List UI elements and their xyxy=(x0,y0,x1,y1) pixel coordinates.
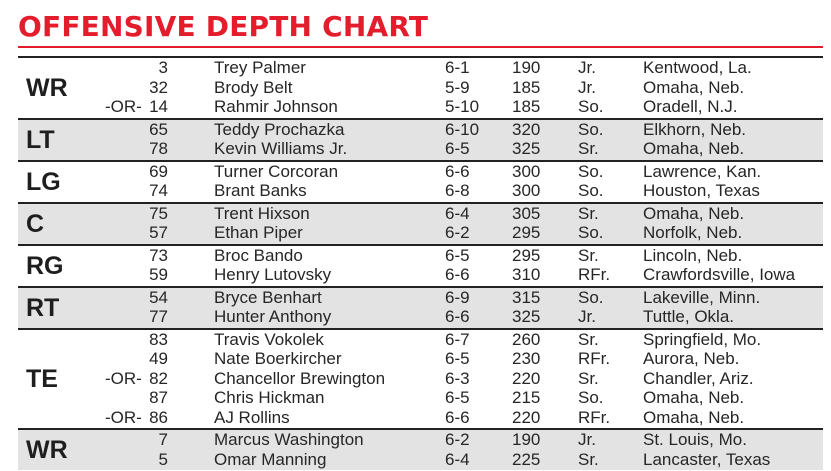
position-label: WR xyxy=(26,436,68,464)
player-name: Chancellor Brewington xyxy=(214,368,386,388)
player-height: 6-10 xyxy=(445,119,480,139)
player-height: 6-9 xyxy=(445,287,470,307)
position-group-lg xyxy=(18,160,823,202)
player-height: 5-9 xyxy=(445,77,470,97)
player-row xyxy=(18,204,823,224)
player-name: Trey Palmer xyxy=(214,58,306,77)
player-row xyxy=(18,307,823,327)
player-height: 6-6 xyxy=(445,161,470,181)
player-name: Nate Boerkircher xyxy=(214,349,342,368)
jersey-number: 59 xyxy=(149,265,168,284)
player-hometown: Lancaster, Texas xyxy=(643,449,771,469)
position-group-te xyxy=(18,328,823,429)
player-class: Jr. xyxy=(578,430,596,449)
player-name: Marcus Washington xyxy=(214,430,364,449)
player-hometown: Omaha, Neb. xyxy=(643,203,745,223)
player-name: Henry Lutovsky xyxy=(214,265,332,284)
player-hometown: Lakeville, Minn. xyxy=(643,287,761,307)
jersey-number: 77 xyxy=(149,307,168,326)
player-class: Sr. xyxy=(578,449,599,469)
player-row xyxy=(18,388,823,408)
jersey-number: 57 xyxy=(149,223,168,242)
player-class: So. xyxy=(578,97,604,116)
player-weight: 220 xyxy=(512,368,541,388)
player-height: 6-6 xyxy=(445,265,470,284)
player-hometown: Lawrence, Kan. xyxy=(643,161,762,181)
position-group-rt xyxy=(18,286,823,328)
player-class: So. xyxy=(578,161,604,181)
player-class: So. xyxy=(578,119,604,139)
player-name: Omar Manning xyxy=(214,449,327,469)
player-weight: 300 xyxy=(512,181,541,200)
player-class: Sr. xyxy=(578,203,599,223)
jersey-number: 82 xyxy=(149,368,168,388)
player-class: Sr. xyxy=(578,245,599,265)
player-row xyxy=(18,120,823,140)
player-class: So. xyxy=(578,388,604,407)
player-weight: 185 xyxy=(512,97,541,116)
jersey-number: 14 xyxy=(149,97,168,116)
player-hometown: St. Louis, Mo. xyxy=(643,430,747,449)
player-height: 6-8 xyxy=(445,181,470,200)
position-label: TE xyxy=(26,364,58,393)
jersey-number: 32 xyxy=(149,77,168,97)
player-class: So. xyxy=(578,181,604,200)
player-row xyxy=(18,223,823,243)
player-hometown: Omaha, Neb. xyxy=(643,407,745,427)
player-name: Brody Belt xyxy=(214,77,293,97)
player-weight: 325 xyxy=(512,307,541,326)
player-row xyxy=(18,246,823,266)
player-height: 6-5 xyxy=(445,245,470,265)
player-height: 6-5 xyxy=(445,349,470,368)
position-label: WR xyxy=(26,73,68,102)
player-weight: 325 xyxy=(512,139,541,158)
player-hometown: Norfolk, Neb. xyxy=(643,223,743,242)
position-label: RG xyxy=(26,251,64,280)
player-name: AJ Rollins xyxy=(214,407,290,427)
player-name: Brant Banks xyxy=(214,181,307,200)
player-row xyxy=(18,369,823,389)
player-row xyxy=(18,288,823,308)
jersey-number: 75 xyxy=(149,203,168,223)
player-weight: 190 xyxy=(512,58,541,77)
player-hometown: Omaha, Neb. xyxy=(643,388,745,407)
jersey-number: 87 xyxy=(149,388,168,407)
title-underline xyxy=(18,46,823,48)
player-weight: 260 xyxy=(512,329,541,349)
player-height: 6-5 xyxy=(445,139,470,158)
player-height: 6-4 xyxy=(445,449,470,469)
player-hometown: Omaha, Neb. xyxy=(643,77,745,97)
player-hometown: Oradell, N.J. xyxy=(643,97,738,116)
position-label: LG xyxy=(26,167,61,196)
player-hometown: Tuttle, Okla. xyxy=(643,307,735,326)
alternate-marker: -OR- xyxy=(105,97,142,116)
player-class: So. xyxy=(578,223,604,242)
player-row xyxy=(18,181,823,201)
player-hometown: Aurora, Neb. xyxy=(643,349,740,368)
player-weight: 310 xyxy=(512,265,541,284)
player-height: 5-10 xyxy=(445,97,480,116)
player-weight: 220 xyxy=(512,407,541,427)
player-name: Ethan Piper xyxy=(214,223,303,242)
player-height: 6-3 xyxy=(445,368,470,388)
player-weight: 215 xyxy=(512,388,541,407)
jersey-number: 5 xyxy=(158,449,168,469)
player-row xyxy=(18,78,823,98)
player-row xyxy=(18,450,823,470)
player-class: Jr. xyxy=(578,58,596,77)
player-name: Chris Hickman xyxy=(214,388,325,407)
player-name: Bryce Benhart xyxy=(214,287,322,307)
player-hometown: Chandler, Ariz. xyxy=(643,368,754,388)
player-name: Kevin Williams Jr. xyxy=(214,139,348,158)
player-name: Turner Corcoran xyxy=(214,161,339,181)
player-hometown: Lincoln, Neb. xyxy=(643,245,743,265)
player-row xyxy=(18,265,823,285)
jersey-number: 86 xyxy=(149,407,168,427)
player-height: 6-4 xyxy=(445,203,470,223)
player-name: Teddy Prochazka xyxy=(214,119,345,139)
player-height: 6-2 xyxy=(445,223,470,242)
jersey-number: 65 xyxy=(149,119,168,139)
player-weight: 225 xyxy=(512,449,541,469)
player-weight: 315 xyxy=(512,287,541,307)
player-height: 6-2 xyxy=(445,430,470,449)
player-class: RFr. xyxy=(578,407,611,427)
player-weight: 305 xyxy=(512,203,541,223)
player-weight: 295 xyxy=(512,223,541,242)
alternate-marker: -OR- xyxy=(105,368,142,388)
player-hometown: Kentwood, La. xyxy=(643,58,752,77)
player-height: 6-6 xyxy=(445,407,470,427)
player-weight: 300 xyxy=(512,161,541,181)
player-name: Travis Vokolek xyxy=(214,329,324,349)
player-hometown: Elkhorn, Neb. xyxy=(643,119,746,139)
player-name: Broc Bando xyxy=(214,245,303,265)
position-label: RT xyxy=(26,293,60,322)
jersey-number: 83 xyxy=(149,329,168,349)
player-row xyxy=(18,139,823,159)
player-row xyxy=(18,330,823,350)
player-row xyxy=(18,430,823,450)
player-row xyxy=(18,97,823,117)
position-label: LT xyxy=(26,125,55,154)
jersey-number: 49 xyxy=(149,349,168,368)
player-name: Trent Hixson xyxy=(214,203,310,223)
jersey-number: 78 xyxy=(149,139,168,158)
player-height: 6-6 xyxy=(445,307,470,326)
player-row xyxy=(18,58,823,78)
player-class: Sr. xyxy=(578,329,599,349)
alternate-marker: -OR- xyxy=(105,407,142,427)
player-weight: 295 xyxy=(512,245,541,265)
player-class: Jr. xyxy=(578,307,596,326)
player-class: Sr. xyxy=(578,139,599,158)
player-height: 6-7 xyxy=(445,329,470,349)
player-class: So. xyxy=(578,287,604,307)
position-label: C xyxy=(26,209,45,238)
jersey-number: 69 xyxy=(149,161,168,181)
player-row xyxy=(18,162,823,182)
player-height: 6-1 xyxy=(445,58,470,77)
page-title: OFFENSIVE DEPTH CHART xyxy=(18,10,429,43)
position-group-wr xyxy=(18,428,823,470)
player-hometown: Houston, Texas xyxy=(643,181,760,200)
position-group-lt xyxy=(18,118,823,160)
player-hometown: Crawfordsville, Iowa xyxy=(643,265,796,284)
jersey-number: 74 xyxy=(149,181,168,200)
player-name: Hunter Anthony xyxy=(214,307,332,326)
player-weight: 230 xyxy=(512,349,541,368)
player-class: RFr. xyxy=(578,349,611,368)
player-weight: 190 xyxy=(512,430,541,449)
player-weight: 320 xyxy=(512,119,541,139)
player-class: Sr. xyxy=(578,368,599,388)
jersey-number: 3 xyxy=(158,58,168,77)
position-group-rg xyxy=(18,244,823,286)
player-height: 6-5 xyxy=(445,388,470,407)
player-weight: 185 xyxy=(512,77,541,97)
jersey-number: 54 xyxy=(149,287,168,307)
position-group-c xyxy=(18,202,823,244)
jersey-number: 7 xyxy=(158,430,168,449)
player-hometown: Omaha, Neb. xyxy=(643,139,745,158)
player-hometown: Springfield, Mo. xyxy=(643,329,762,349)
jersey-number: 73 xyxy=(149,245,168,265)
position-group-wr xyxy=(18,56,823,118)
player-row xyxy=(18,408,823,428)
player-class: RFr. xyxy=(578,265,611,284)
player-name: Rahmir Johnson xyxy=(214,97,338,116)
player-row xyxy=(18,349,823,369)
player-class: Jr. xyxy=(578,77,596,97)
